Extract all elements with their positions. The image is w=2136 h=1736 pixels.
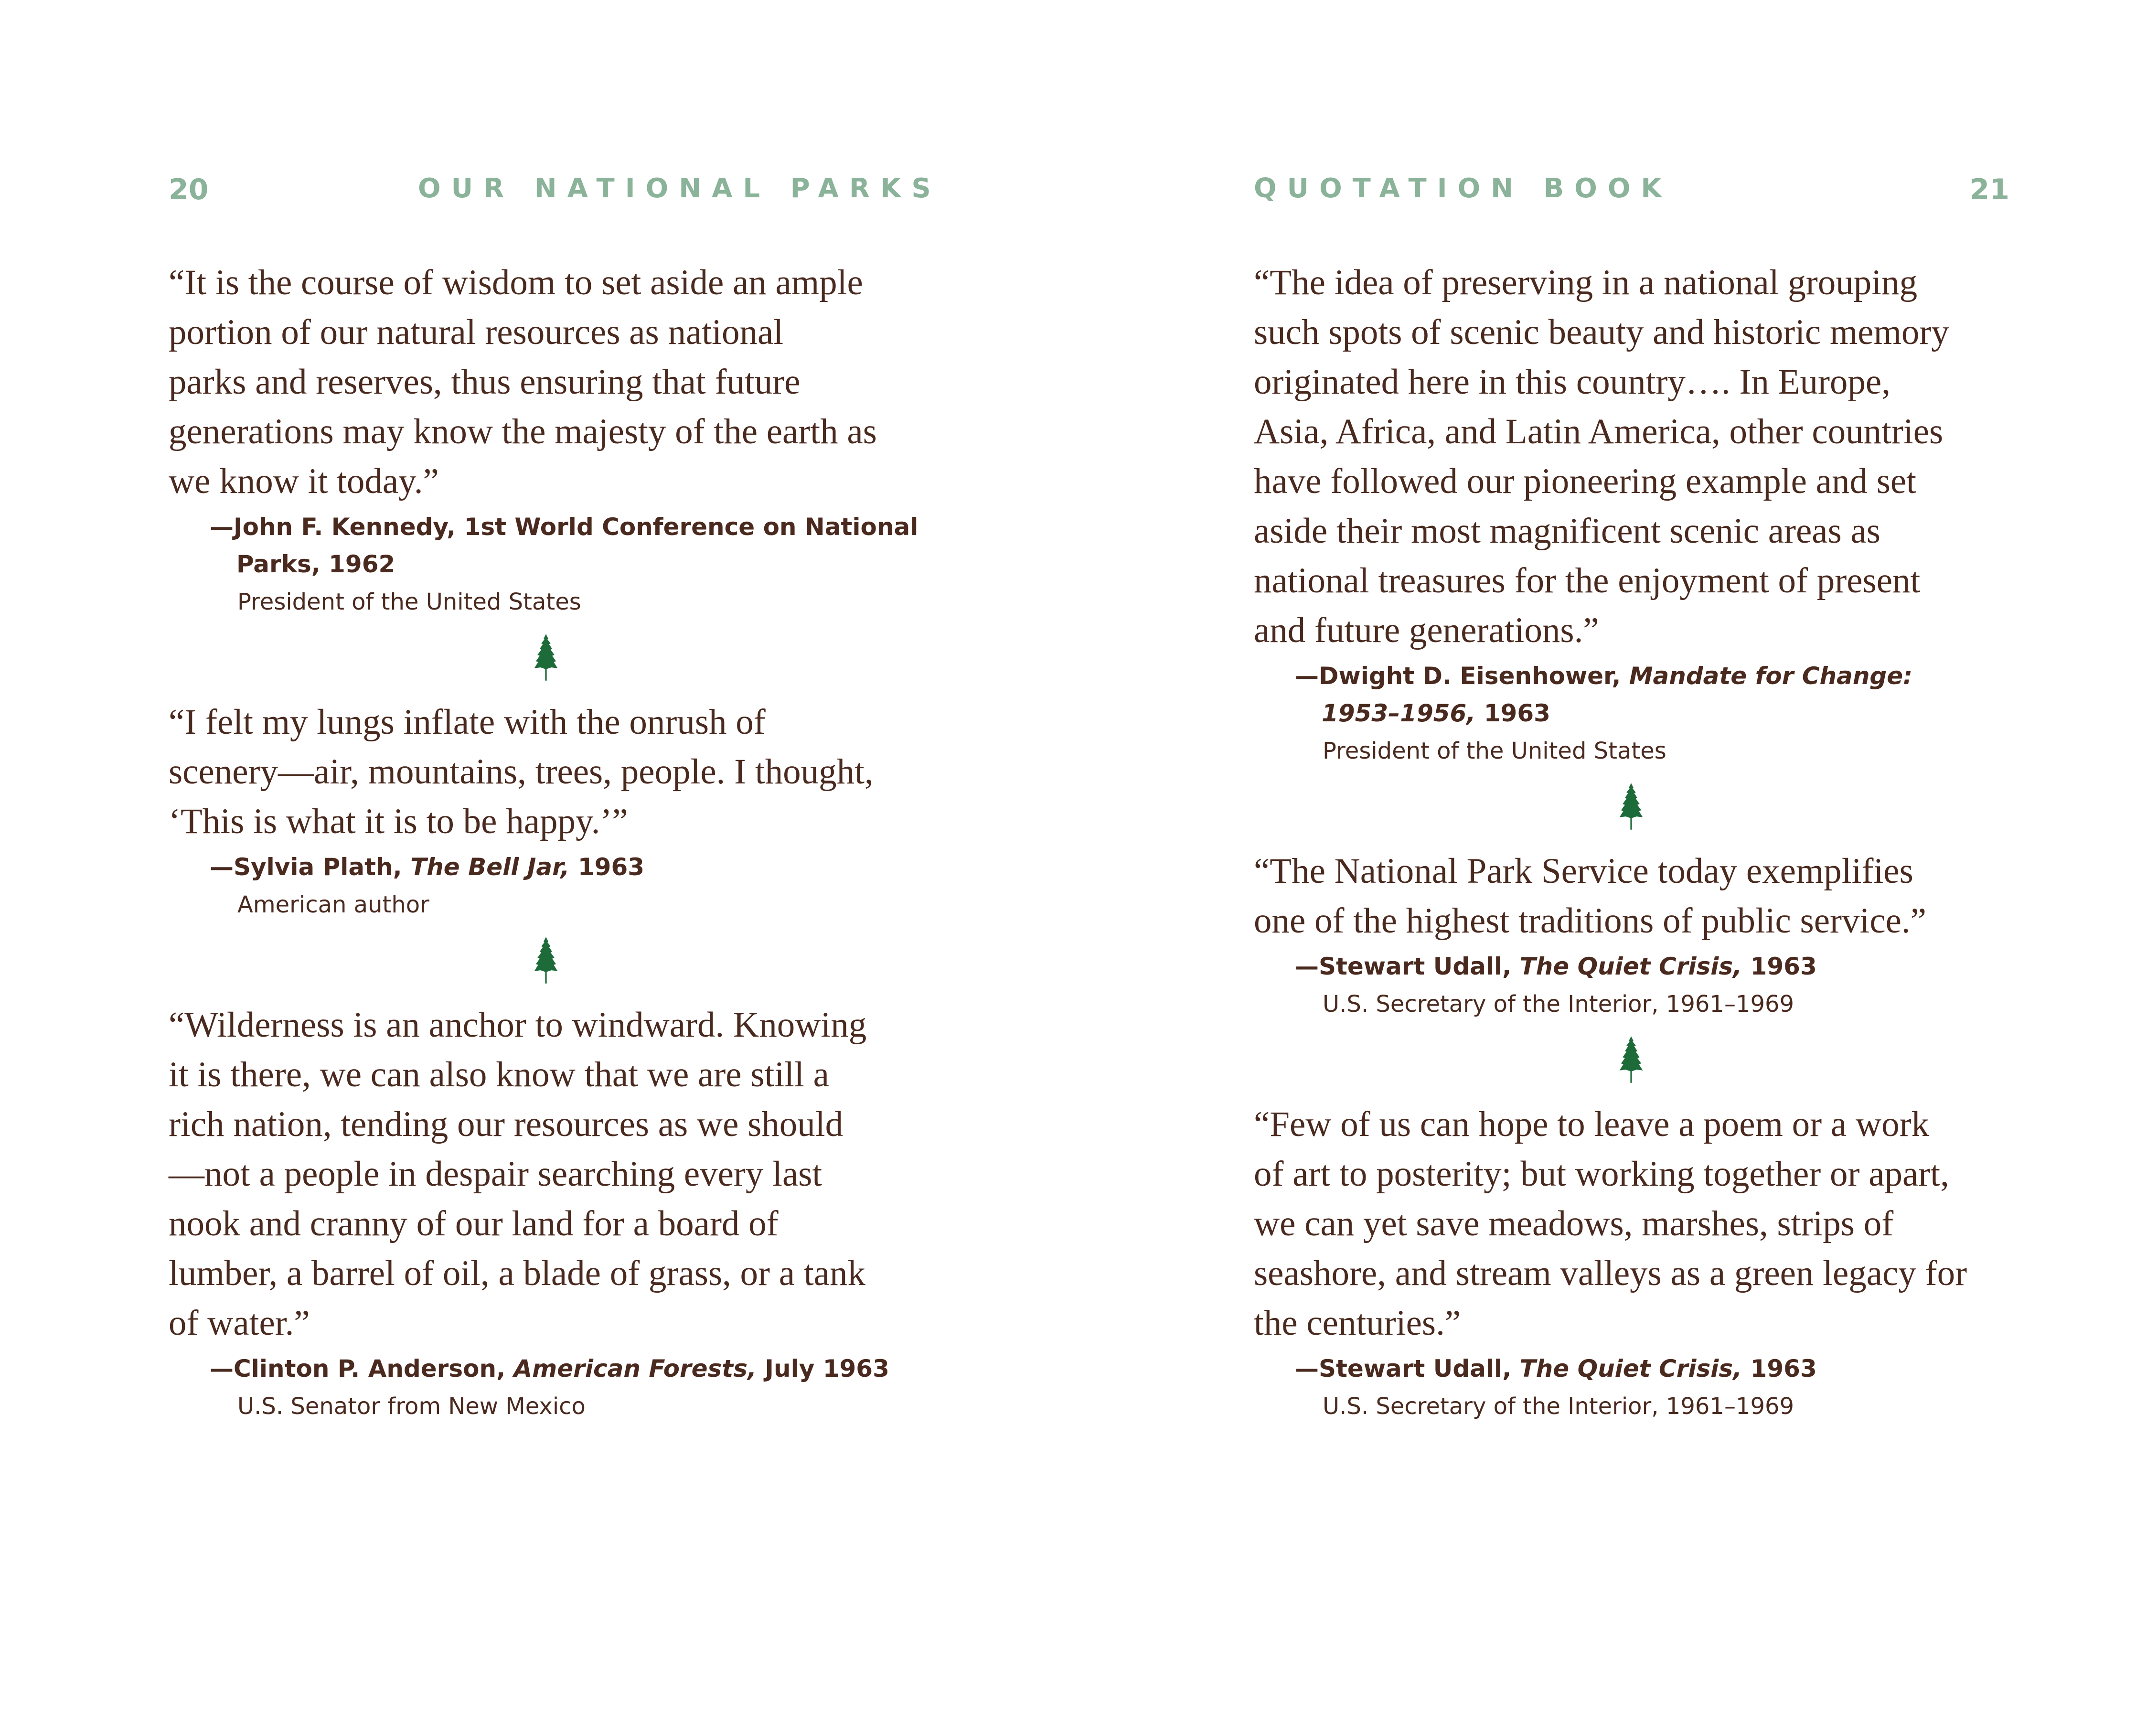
quote-text — [1254, 258, 2008, 655]
source-year: July 1963 — [765, 1355, 889, 1382]
quote-line: portion of our natural resources as national — [169, 312, 784, 352]
pine-tree-icon — [1254, 1034, 2008, 1085]
quote-line: originated here in this country…. In Europe, — [1254, 362, 1890, 402]
quote-line: rich nation, tending our resources as we should — [169, 1104, 844, 1144]
quote-text — [169, 697, 923, 847]
quote-block — [1254, 258, 2008, 770]
attribution — [1296, 948, 2008, 985]
source-title: American Forests, — [513, 1355, 757, 1382]
running-head-left — [169, 173, 941, 211]
author-name: —Stewart Udall, — [1295, 1355, 1512, 1382]
quote-line: aside their most magnificent scenic areas as — [1254, 511, 1880, 551]
quote-block — [1254, 847, 2008, 1023]
quote-line: “It is the course of wisdom to set aside an ample — [169, 263, 863, 302]
author-role: President of the United States — [1323, 738, 1666, 764]
attribution — [1296, 657, 2008, 732]
quote-line: “The idea of preserving in a national grouping — [1254, 263, 1918, 302]
attribution — [1296, 1350, 2008, 1387]
author-name: —John F. Kennedy, — [210, 513, 456, 541]
book-title-part2: QUOTATION BOOK — [1254, 173, 1672, 204]
quote-line: have followed our pioneering example and set — [1254, 461, 1917, 501]
running-head-right — [1254, 173, 2009, 211]
pine-tree-icon — [169, 632, 923, 683]
quote-text — [1254, 847, 2008, 946]
left-page — [169, 0, 941, 1736]
author-name: —Sylvia Plath, — [210, 853, 402, 881]
book-title-part1: OUR NATIONAL PARKS — [418, 173, 941, 204]
quote-line: and future generations.” — [1254, 611, 1599, 650]
quote-line: it is there, we can also know that we are still a — [169, 1055, 829, 1094]
source-continued — [1296, 695, 2008, 732]
quote-line: the centuries.” — [1254, 1303, 1461, 1343]
page-number: 20 — [169, 173, 209, 206]
quote-line: we know it today.” — [169, 461, 439, 501]
attribution — [211, 848, 923, 886]
source-continued: Parks, 1962 — [236, 550, 395, 578]
quote-line: “The National Park Service today exemplifies — [1254, 851, 1913, 891]
quote-line: lumber, a barrel of oil, a blade of grass, or a tank — [169, 1254, 865, 1293]
source-year: 1963 — [1484, 699, 1550, 727]
quote-text — [169, 1000, 923, 1348]
source-year: 1963 — [1750, 953, 1817, 980]
author-role: U.S. Secretary of the Interior, 1961–1969 — [1323, 991, 1794, 1018]
right-page — [1254, 0, 2009, 1736]
quote-line: “I felt my lungs inflate with the onrush of — [169, 702, 766, 742]
quote-line: “Few of us can hope to leave a poem or a work — [1254, 1104, 1930, 1144]
quote-line: we can yet save meadows, marshes, strips of — [1254, 1204, 1894, 1243]
quote-line: such spots of scenic beauty and historic memory — [1254, 312, 1949, 352]
source: 1st World Conference on National — [464, 513, 918, 541]
quote-line: one of the highest traditions of public service.” — [1254, 901, 1926, 941]
quote-line: ‘This is what it is to be happy.’” — [169, 802, 628, 841]
page-number: 21 — [1969, 173, 2009, 206]
source-year: 1963 — [577, 853, 645, 881]
attribution — [211, 508, 923, 583]
quote-line: seashore, and stream valleys as a green legacy for — [1254, 1254, 1967, 1293]
author-name: —Stewart Udall, — [1295, 953, 1512, 980]
quote-line: generations may know the majesty of the earth as — [169, 412, 877, 451]
source-title: The Bell Jar, — [410, 853, 570, 881]
quote-line: parks and reserves, thus ensuring that future — [169, 362, 801, 402]
author-role: American author — [237, 891, 429, 918]
quote-block — [169, 258, 923, 621]
attribution — [211, 1350, 923, 1387]
quote-line: Asia, Africa, and Latin America, other countries — [1254, 412, 1944, 451]
source-year: 1963 — [1750, 1355, 1817, 1382]
pine-tree-icon — [169, 934, 923, 986]
quote-block — [169, 697, 923, 924]
quote-line: of art to posterity; but working together or apart, — [1254, 1154, 1949, 1194]
quote-line: national treasures for the enjoyment of present — [1254, 561, 1921, 600]
quote-line: nook and cranny of our land for a board of — [169, 1204, 779, 1243]
quote-line: scenery—air, mountains, trees, people. I thought, — [169, 752, 874, 792]
quote-line: “Wilderness is an anchor to windward. Knowing — [169, 1005, 867, 1045]
quote-block — [1254, 1100, 2008, 1425]
pine-tree-icon — [1254, 781, 2008, 832]
quotes-right — [1254, 258, 2008, 1425]
source-title: The Quiet Crisis, — [1519, 953, 1742, 980]
author-role: U.S. Senator from New Mexico — [237, 1393, 586, 1420]
quote-text — [1254, 1100, 2008, 1348]
author-name: —Dwight D. Eisenhower, — [1295, 662, 1621, 690]
quote-line: of water.” — [169, 1303, 310, 1343]
quote-line: —not a people in despair searching every last — [169, 1154, 822, 1194]
quote-block — [169, 1000, 923, 1425]
author-role: U.S. Secretary of the Interior, 1961–1969 — [1323, 1393, 1794, 1420]
author-role: President of the United States — [237, 589, 581, 615]
quote-text — [169, 258, 923, 506]
source-title: The Quiet Crisis, — [1519, 1355, 1742, 1382]
author-name: —Clinton P. Anderson, — [210, 1355, 506, 1382]
source-title-continued: 1953–1956, — [1322, 699, 1476, 727]
source-title: Mandate for Change: — [1629, 662, 1913, 690]
quotes-left — [169, 258, 923, 1425]
